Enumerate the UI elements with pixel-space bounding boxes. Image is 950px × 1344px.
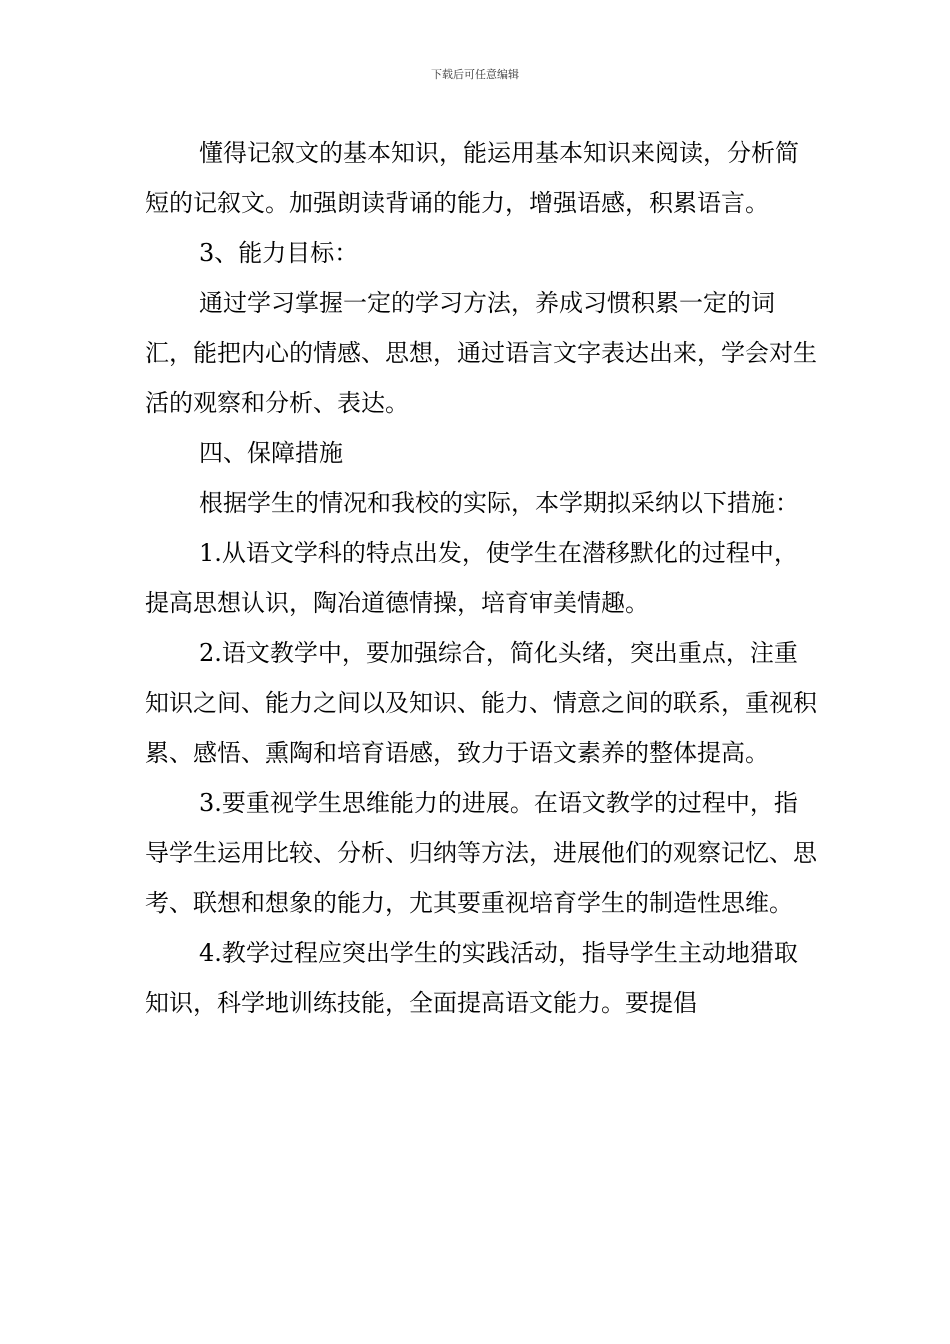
paragraph: 3、能力目标：: [199, 239, 359, 267]
section-heading: 四、保障措施: [199, 439, 343, 467]
paragraph: 通过学习掌握一定的学习方法，养成习惯积累一定的词汇，能把内心的情感、思想，通过语言文字表达出来，学会对生活的观察和分析、表达。: [145, 289, 817, 417]
list-item: 2.语文教学中，要加强综合，简化头绪，突出重点，注重知识之间、能力之间以及知识、能力、情意之间的联系，重视积累、感悟、熏陶和培育语感，致力于语文素养的整体提高。: [145, 639, 817, 767]
page-header: 下载后可任意编辑: [431, 68, 519, 81]
list-item: 1.从语文学科的特点出发，使学生在潜移默化的过程中，提高思想认识，陶冶道德情操，培育审美情趣。: [145, 539, 798, 617]
list-item: 4.教学过程应突出学生的实践活动，指导学生主动地猎取知识，科学地训练技能，全面提高语文能力。要提倡: [145, 939, 798, 1017]
document-body: [145, 128, 817, 1028]
paragraph: 懂得记叙文的基本知识，能运用基本知识来阅读，分析简短的记叙文。加强朗读背诵的能力，增强语感，积累语言。: [145, 139, 799, 217]
list-item: 3.要重视学生思维能力的进展。在语文教学的过程中，指导学生运用比较、分析、归纳等方法，进展他们的观察记忆、思考、联想和想象的能力，尤其要重视培育学生的制造性思维。: [145, 789, 817, 917]
paragraph: 根据学生的情况和我校的实际，本学期拟采纳以下措施：: [199, 489, 799, 517]
